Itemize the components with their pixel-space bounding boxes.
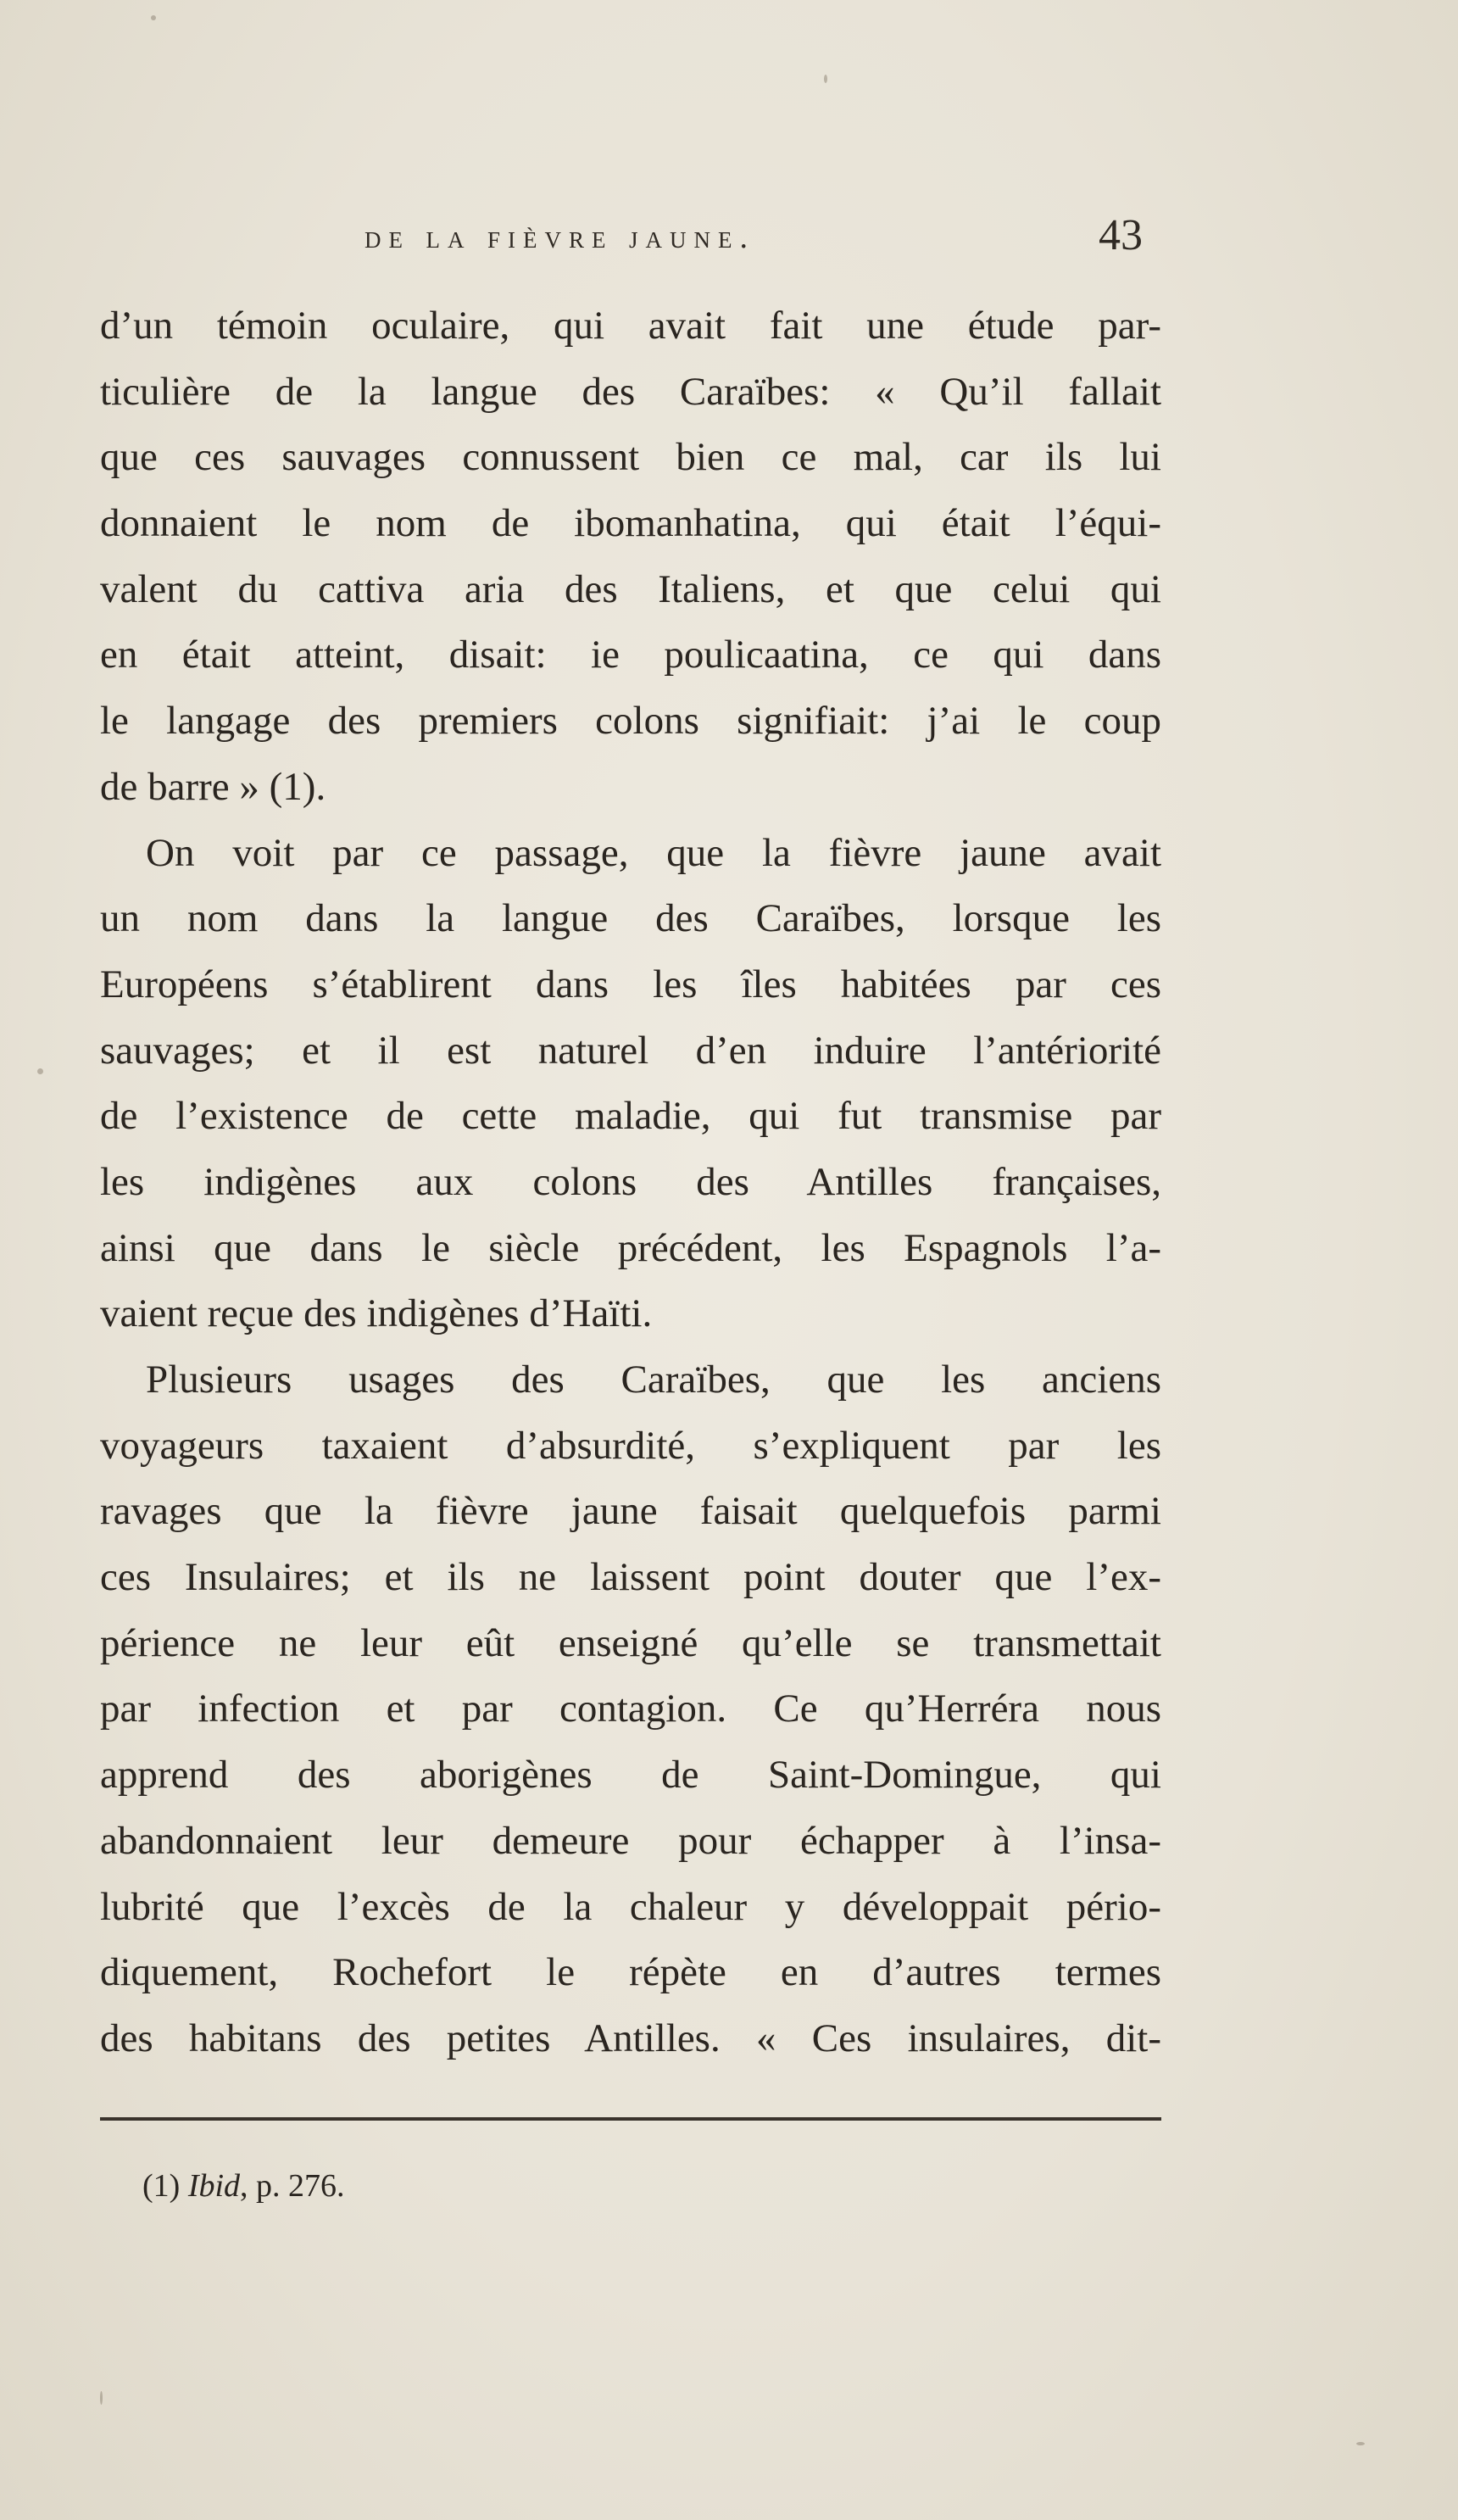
paper-speck — [824, 75, 827, 83]
text-line: valent du cattiva aria des Italiens, et que celui qui — [100, 566, 1161, 611]
text-line: ainsi que dans le siècle précédent, les Espagnols l’a- — [100, 1225, 1161, 1270]
text-line: en était atteint, disait: ie poulicaatina, ce qui dans — [100, 633, 1161, 677]
text-line: lubrité que l’excès de la chaleur y développait pério- — [100, 1884, 1161, 1929]
footnote-rule — [100, 2117, 1161, 2121]
text-line: de barre » (1). — [100, 764, 326, 809]
text-line: sauvages; et il est naturel d’en induire l’antériorité — [100, 1028, 1161, 1073]
text-line: le langage des premiers colons signifiait: j’ai le coup — [100, 699, 1161, 744]
footnote — [142, 2167, 345, 2205]
text-line: Européens s’établirent dans les îles habitées par ces — [100, 962, 1161, 1006]
text-line: de l’existence de cette maladie, qui fut transmise par — [100, 1094, 1161, 1139]
text-line: ticulière de la langue des Caraïbes: « Qu’il fallait — [100, 369, 1161, 414]
footnote-page-ref: , p. 276. — [240, 2168, 345, 2204]
footnote-source: Ibid — [187, 2168, 241, 2204]
paragraph-start: On voit par ce passage, que la fièvre jaune avait — [146, 830, 1161, 875]
text-line: périence ne leur eût enseigné qu’elle se transmettait — [100, 1620, 1161, 1665]
paragraph-start: Plusieurs usages des Caraïbes, que les anciens — [146, 1358, 1161, 1402]
footnote-marker: (1) — [142, 2168, 181, 2204]
text-line: que ces sauvages connussent bien ce mal, car ils lui — [100, 435, 1161, 480]
text-line: apprend des aborigènes de Saint-Domingue, qui — [100, 1753, 1161, 1798]
text-line: un nom dans la langue des Caraïbes, lorsque les — [100, 896, 1161, 941]
paper-speck — [151, 15, 156, 20]
text-line: ravages que la fièvre jaune faisait quelquefois parmi — [100, 1489, 1161, 1534]
text-line: d’un témoin oculaire, qui avait fait une étude par- — [100, 304, 1161, 348]
body-text — [100, 293, 1161, 2072]
text-line: des habitans des petites Antilles. « Ces insulaires, dit- — [100, 2015, 1161, 2060]
paper-speck — [37, 1068, 43, 1074]
text-line: voyageurs taxaient d’absurdité, s’expliquent par les — [100, 1423, 1161, 1468]
page-number: 43 — [1099, 211, 1143, 259]
text-line: abandonnaient leur demeure pour échapper à l’insa- — [100, 1818, 1161, 1863]
running-title: de la fièvre jaune. — [364, 220, 755, 255]
paper-speck — [1356, 2442, 1365, 2445]
text-line: les indigènes aux colons des Antilles françaises, — [100, 1159, 1161, 1204]
text-line: par infection et par contagion. Ce qu’Herréra nous — [100, 1687, 1161, 1731]
text-line: diquement, Rochefort le répète en d’autres termes — [100, 1950, 1161, 1995]
text-line: donnaient le nom de ibomanhatina, qui était l’équi- — [100, 501, 1161, 546]
text-line: ces Insulaires; et ils ne laissent point douter que l’ex- — [100, 1555, 1161, 1600]
text-line: vaient reçue des indigènes d’Haïti. — [100, 1291, 653, 1336]
paper-speck — [100, 2391, 103, 2405]
